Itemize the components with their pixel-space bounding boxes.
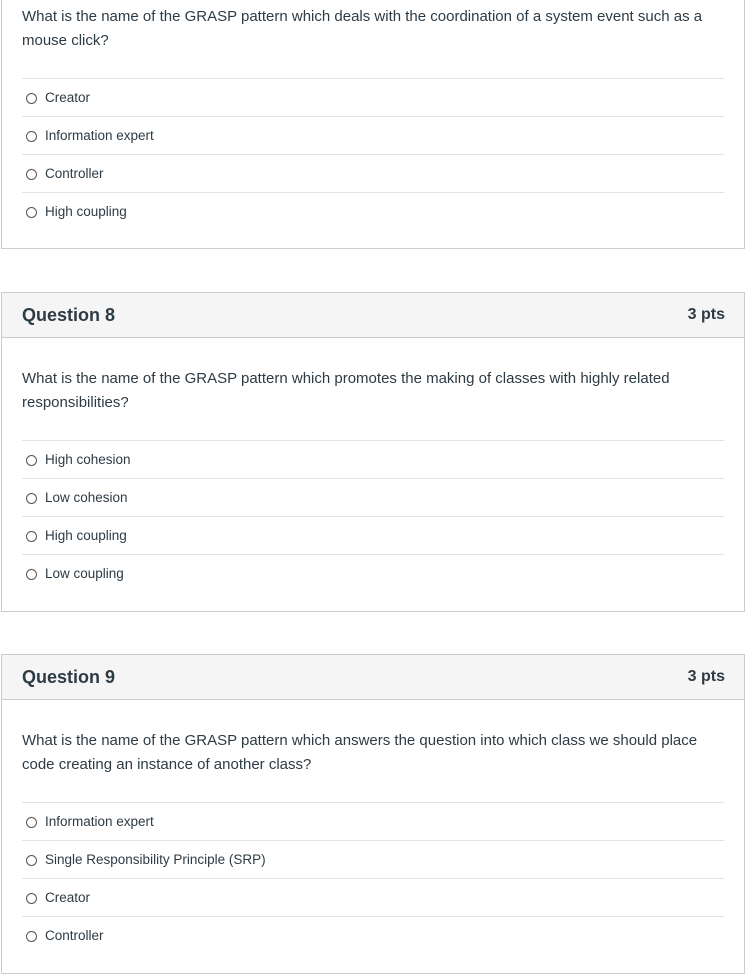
question-header — [2, 293, 744, 338]
radio-button[interactable] — [26, 817, 37, 828]
answer-option[interactable] — [22, 440, 724, 478]
answer-option[interactable] — [22, 478, 724, 516]
question-text: What is the name of the GRASP pattern which answers the question into which class we should place code creating an instance of another class? — [22, 732, 698, 773]
answer-option[interactable] — [22, 192, 724, 230]
answer-list — [22, 440, 724, 592]
answer-option[interactable] — [22, 516, 724, 554]
answer-option[interactable] — [22, 154, 724, 192]
answer-label[interactable]: Information expert — [45, 814, 154, 829]
answer-option[interactable] — [22, 78, 724, 116]
answer-label[interactable]: Information expert — [45, 128, 154, 143]
answer-option[interactable] — [22, 116, 724, 154]
answer-option[interactable] — [22, 802, 724, 840]
question-points: 3 pts — [687, 668, 725, 685]
answer-label[interactable]: Creator — [45, 90, 91, 105]
radio-button[interactable] — [26, 169, 37, 180]
question-title: Question 8 — [22, 304, 116, 325]
radio-button[interactable] — [26, 931, 37, 942]
answer-list — [22, 802, 724, 954]
answer-option[interactable] — [22, 554, 724, 592]
radio-button[interactable] — [26, 569, 37, 580]
question-points: 3 pts — [687, 306, 725, 323]
answer-label[interactable]: Low coupling — [45, 566, 124, 581]
answer-label[interactable]: Controller — [45, 166, 104, 181]
answer-label[interactable]: Controller — [45, 928, 104, 943]
radio-button[interactable] — [26, 531, 37, 542]
question-7 — [1, 0, 745, 249]
radio-button[interactable] — [26, 93, 37, 104]
radio-button[interactable] — [26, 131, 37, 142]
question-header — [2, 655, 744, 700]
question-text: What is the name of the GRASP pattern which deals with the coordination of a system event such as a mouse click? — [22, 8, 703, 49]
answer-label[interactable]: High coupling — [45, 204, 127, 219]
answer-list — [22, 78, 724, 230]
radio-button[interactable] — [26, 855, 37, 866]
question-9 — [1, 654, 745, 974]
radio-button[interactable] — [26, 455, 37, 466]
question-text: What is the name of the GRASP pattern which promotes the making of classes with highly related responsibilities? — [22, 370, 670, 411]
radio-button[interactable] — [26, 493, 37, 504]
answer-option[interactable] — [22, 840, 724, 878]
question-title: Question 9 — [22, 666, 116, 687]
answer-label[interactable]: Low cohesion — [45, 490, 128, 505]
radio-button[interactable] — [26, 893, 37, 904]
answer-option[interactable] — [22, 878, 724, 916]
answer-label[interactable]: Single Responsibility Principle (SRP) — [45, 852, 266, 867]
question-8 — [1, 292, 745, 612]
answer-label[interactable]: Creator — [45, 890, 91, 905]
radio-button[interactable] — [26, 207, 37, 218]
answer-option[interactable] — [22, 916, 724, 954]
answer-label[interactable]: High cohesion — [45, 452, 131, 467]
answer-label[interactable]: High coupling — [45, 528, 127, 543]
